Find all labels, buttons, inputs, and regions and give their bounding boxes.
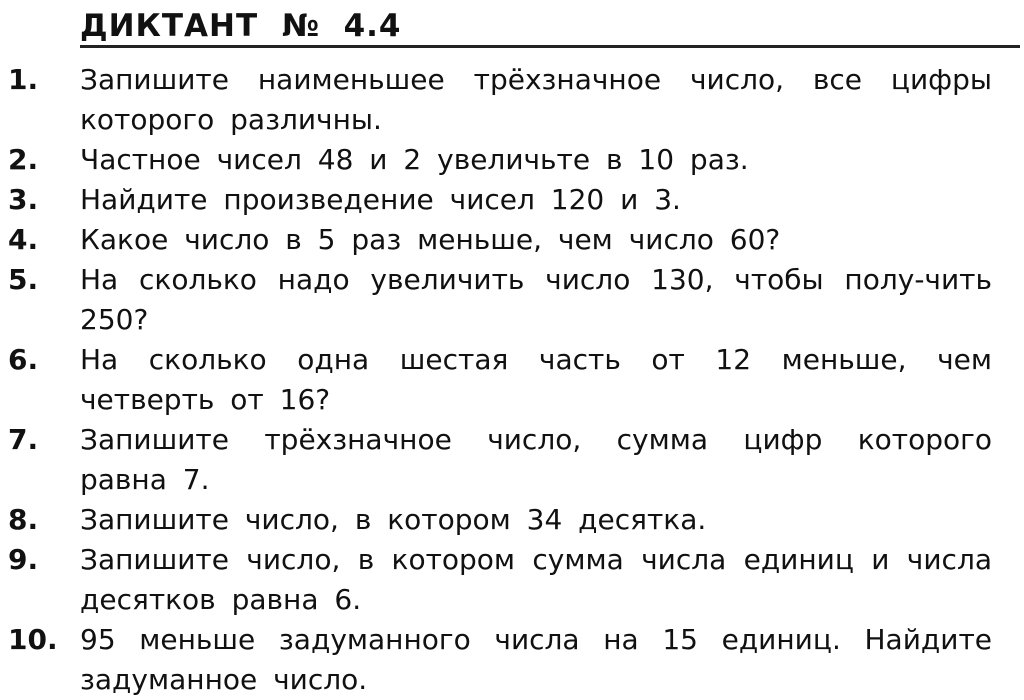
task-number: 5. (8, 263, 39, 296)
task-number: 3. (8, 183, 39, 216)
task-item-7 (0, 420, 1024, 500)
task-text: Запишите число, в котором 34 десятка. (80, 503, 707, 536)
task-text: На сколько одна шестая часть от 12 меньше, чем четверть от 16? (80, 343, 992, 416)
task-item-10 (0, 620, 1024, 700)
task-text: Найдите произведение чисел 120 и 3. (80, 183, 681, 216)
task-item-9 (0, 540, 1024, 620)
task-text: Частное чисел 48 и 2 увеличьте в 10 раз. (80, 143, 749, 176)
task-item-2 (0, 140, 1024, 180)
task-item-6 (0, 340, 1024, 420)
task-text: Запишите трёхзначное число, сумма цифр которого равна 7. (80, 423, 992, 496)
task-text: Запишите наименьшее трёхзначное число, все цифры которого различны. (80, 63, 992, 136)
task-item-5 (0, 260, 1024, 340)
task-number: 4. (8, 223, 39, 256)
task-text: Запишите число, в котором сумма числа единиц и числа десятков равна 6. (80, 543, 992, 616)
task-number: 2. (8, 143, 39, 176)
task-text: Какое число в 5 раз меньше, чем число 60? (80, 223, 781, 256)
task-item-8 (0, 500, 1024, 540)
task-item-4 (0, 220, 1024, 260)
task-text: На сколько надо увеличить число 130, чтобы полу-чить 250? (80, 263, 992, 336)
task-text: 95 меньше задуманного числа на 15 единиц. Найдите задуманное число. (80, 623, 992, 696)
task-number: 9. (8, 543, 39, 576)
task-number: 10. (8, 623, 58, 656)
task-number: 7. (8, 423, 39, 456)
page-title: ДИКТАНТ № 4.4 (80, 8, 402, 44)
task-number: 6. (8, 343, 39, 376)
task-number: 1. (8, 63, 39, 96)
task-item-3 (0, 180, 1024, 220)
task-list (0, 60, 1024, 700)
title-underline (80, 45, 1020, 48)
task-item-1 (0, 60, 1024, 140)
task-number: 8. (8, 503, 39, 536)
